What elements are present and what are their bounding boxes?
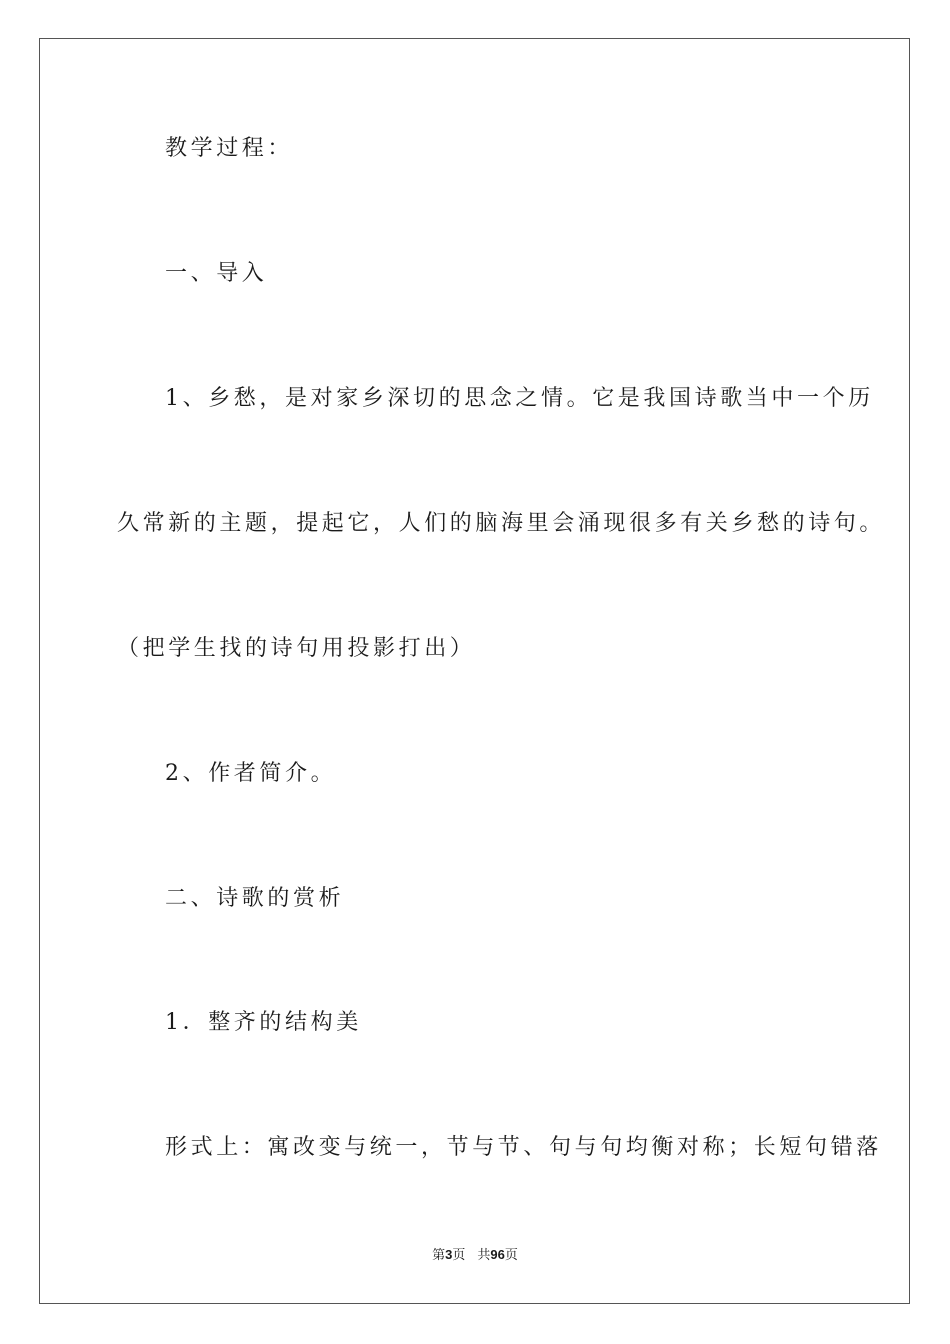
footer-total-suffix: 页 bbox=[504, 1248, 518, 1263]
text-line-teaching-process: 教学过程： bbox=[165, 136, 294, 161]
text-line-author-intro: 2、作者简介。 bbox=[165, 761, 337, 786]
footer-page-suffix: 页 bbox=[452, 1248, 466, 1263]
paragraph-note: （把学生找的诗句用投影打出） bbox=[117, 636, 476, 661]
footer-total-pages: 96 bbox=[490, 1247, 505, 1262]
footer-total-prefix: 共 bbox=[477, 1248, 491, 1263]
paragraph-line-2: 久常新的主题，提起它，人们的脑海里会涌现很多有关乡愁的诗句。 bbox=[117, 511, 886, 536]
paragraph-line-1: 1、乡愁，是对家乡深切的思念之情。它是我国诗歌当中一个历 bbox=[165, 386, 874, 411]
footer-page-prefix: 第 bbox=[432, 1248, 446, 1263]
heading-poem-appreciation: 二、诗歌的赏析 bbox=[165, 886, 345, 911]
page-footer bbox=[0, 1246, 950, 1265]
page-border bbox=[39, 38, 910, 1304]
footer-page-number: 3 bbox=[445, 1247, 453, 1262]
heading-introduction: 一、导入 bbox=[165, 261, 268, 286]
subheading-structure-beauty: 1．整齐的结构美 bbox=[165, 1010, 362, 1035]
paragraph-form-line: 形式上：寓改变与统一，节与节、句与句均衡对称；长短句错落 bbox=[165, 1135, 882, 1160]
